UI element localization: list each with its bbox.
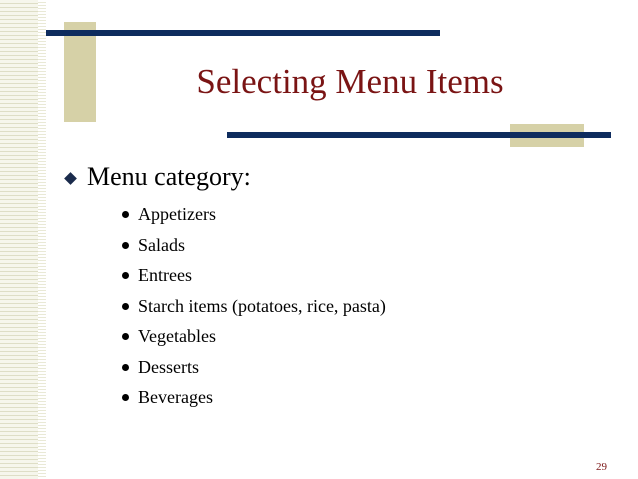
list-item-text: Entrees [138,265,192,285]
list-item-text: Desserts [138,356,199,377]
list-item [122,352,386,383]
list-item-text: Salads [138,234,185,255]
main-bullet [66,160,251,194]
round-bullet-icon [122,242,129,249]
list-item-text: Starch items (potatoes, rice, pasta) [138,295,386,316]
slide-title: Selecting Menu Items [196,62,504,101]
round-bullet-icon [122,364,129,371]
list-item-text: Beverages [138,387,213,407]
round-bullet-icon [122,303,129,310]
list-item [122,230,386,261]
list-item [122,291,386,322]
title-rule-top [46,30,440,36]
round-bullet-icon [122,211,129,218]
list-item-text: Appetizers [138,204,216,224]
round-bullet-icon [122,272,129,279]
round-bullet-icon [122,333,129,340]
list-item [122,199,386,230]
list-item [122,382,386,413]
left-striped-margin [0,0,46,479]
sub-bullet-list [122,199,386,413]
list-item [122,260,386,291]
main-bullet-text: Menu category: [87,162,251,191]
accent-block-top [64,22,96,122]
round-bullet-icon [122,394,129,401]
page-number: 29 [596,461,607,473]
list-item [122,321,386,352]
diamond-bullet-icon [64,172,77,185]
title-rule-bottom [227,132,611,138]
list-item-text: Vegetables [138,326,216,346]
